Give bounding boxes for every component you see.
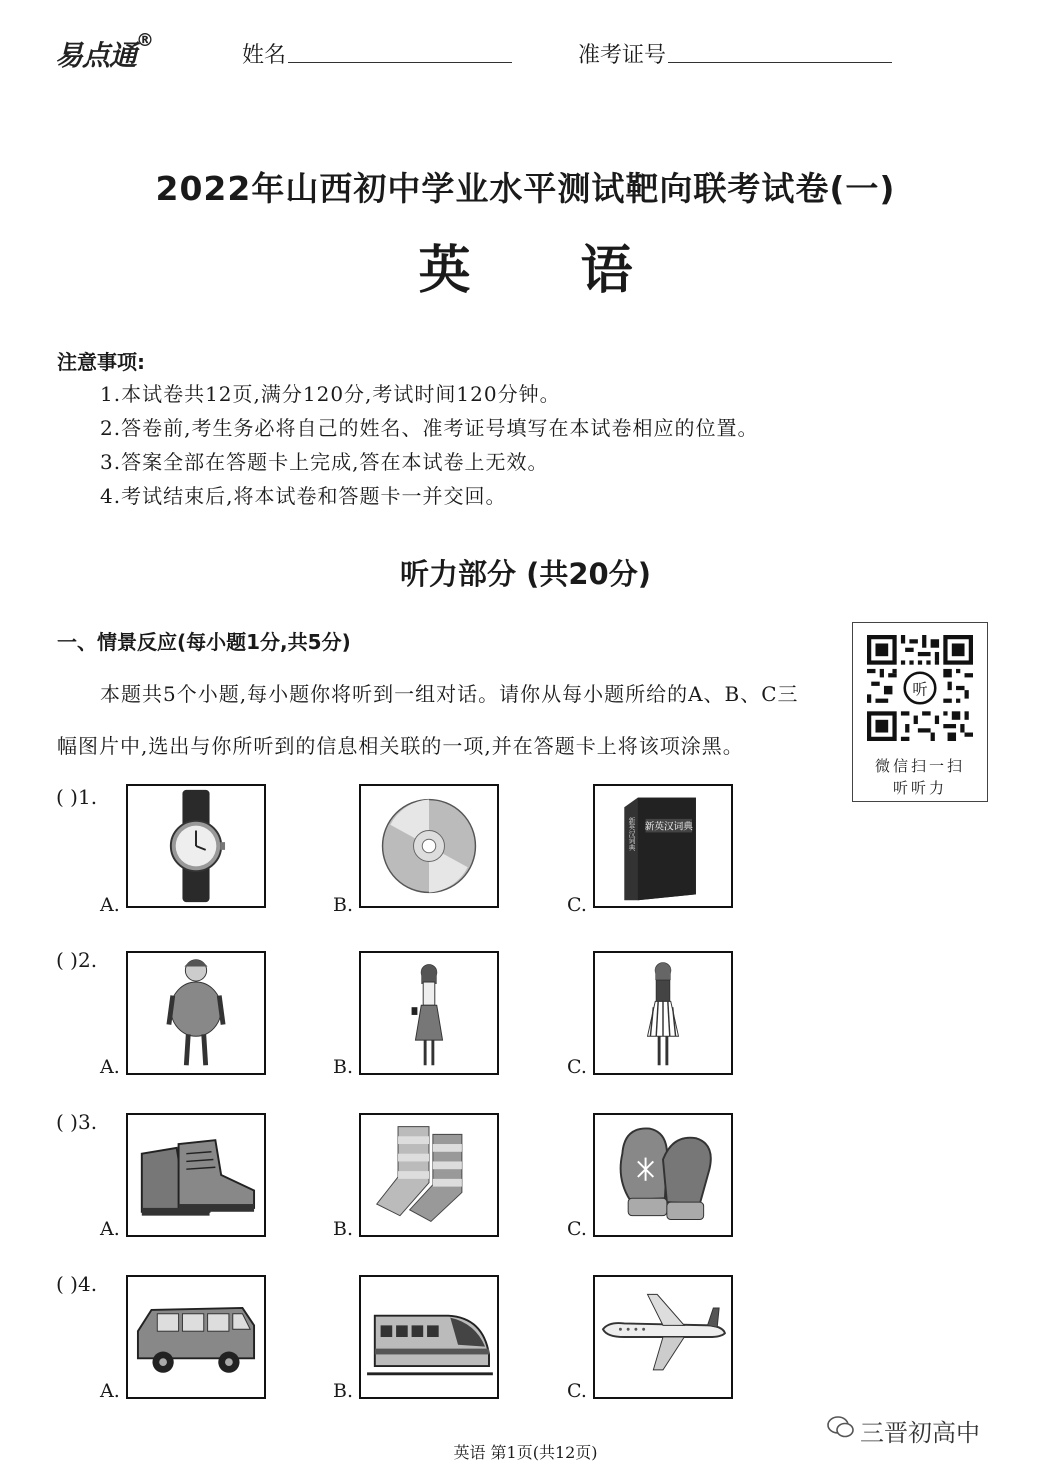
section-title: 听力部分 (共20分) [400, 557, 651, 591]
option-label: B. [333, 1380, 354, 1402]
question-number: ( )4. [56, 1272, 98, 1296]
option-label: A. [100, 1056, 120, 1078]
brand-logo: 易点通® [55, 30, 154, 72]
qr-caption: 听听力 [892, 779, 947, 797]
option-image-2b[interactable] [359, 951, 499, 1075]
option-label: C. [567, 1380, 587, 1402]
qr-caption: 微信扫一扫 [874, 757, 965, 775]
subject-title: 英 语 [418, 241, 633, 301]
option-image-3c[interactable] [593, 1113, 733, 1237]
notice-item: 2.答卷前,考生务必将自己的姓名、准考证号填写在本试卷相应的位置。 [100, 416, 759, 440]
qr-code-icon[interactable] [867, 635, 973, 741]
option-image-2c[interactable] [593, 951, 733, 1075]
name-field[interactable] [288, 62, 512, 63]
cd-disc-icon [361, 786, 497, 906]
heavy-woman-icon [128, 953, 264, 1073]
option-label: B. [333, 1056, 354, 1078]
option-image-4a[interactable] [126, 1275, 266, 1399]
notice-item: 4.考试结束后,将本试卷和答题卡一并交回。 [100, 484, 507, 508]
wechat-icon [826, 1413, 856, 1441]
wristwatch-icon [128, 786, 264, 906]
part-heading: 一、情景反应(每小题1分,共5分) [57, 630, 351, 654]
boots-icon [128, 1115, 264, 1235]
dictionary-title: 新英汉词典 [644, 821, 693, 833]
question-number: ( )3. [56, 1110, 98, 1134]
option-image-1b[interactable] [359, 784, 499, 908]
option-label: C. [567, 1218, 587, 1240]
option-label: A. [100, 1380, 120, 1402]
option-image-4b[interactable] [359, 1275, 499, 1399]
question-number: ( )2. [56, 948, 98, 972]
dictionary-spine: 新英汉词典 [627, 816, 636, 851]
mittens-icon [595, 1115, 731, 1235]
woman-striped-skirt-icon [595, 953, 731, 1073]
option-image-2a[interactable] [126, 951, 266, 1075]
dictionary-icon [595, 786, 731, 906]
option-image-1c[interactable] [593, 784, 733, 908]
instruction-line: 幅图片中,选出与你所听到的信息相关联的一项,并在答题卡上将该项涂黑。 [57, 734, 744, 758]
option-image-4c[interactable] [593, 1275, 733, 1399]
page-footer: 英语 第1页(共12页) [453, 1443, 598, 1462]
exam-id-label: 准考证号 [578, 43, 667, 68]
exam-title: 2022年山西初中学业水平测试靶向联考试卷(一) [155, 169, 896, 208]
train-icon [361, 1277, 497, 1397]
question-number: ( )1. [56, 785, 98, 809]
option-label: B. [333, 894, 354, 916]
option-image-3a[interactable] [126, 1113, 266, 1237]
notice-item: 1.本试卷共12页,满分120分,考试时间120分钟。 [100, 382, 561, 406]
option-label: C. [567, 1056, 587, 1078]
notice-heading: 注意事项: [57, 350, 145, 374]
instruction-line: 本题共5个小题,每小题你将听到一组对话。请你从每小题所给的A、B、C三 [100, 682, 799, 706]
account-watermark: 三晋初高中 [860, 1419, 980, 1447]
exam-id-field[interactable] [668, 62, 892, 63]
qr-center-label: 听 [912, 680, 928, 699]
qr-panel[interactable] [852, 622, 988, 802]
option-image-1a[interactable] [126, 784, 266, 908]
socks-icon [361, 1115, 497, 1235]
van-icon [128, 1277, 264, 1397]
option-image-3b[interactable] [359, 1113, 499, 1237]
option-label: C. [567, 894, 587, 916]
option-label: A. [100, 1218, 120, 1240]
name-label: 姓名 [242, 43, 287, 68]
airplane-icon [595, 1277, 731, 1397]
option-label: B. [333, 1218, 354, 1240]
slim-woman-phone-icon [361, 953, 497, 1073]
option-label: A. [100, 894, 120, 916]
notice-item: 3.答案全部在答题卡上完成,答在本试卷上无效。 [100, 450, 549, 474]
